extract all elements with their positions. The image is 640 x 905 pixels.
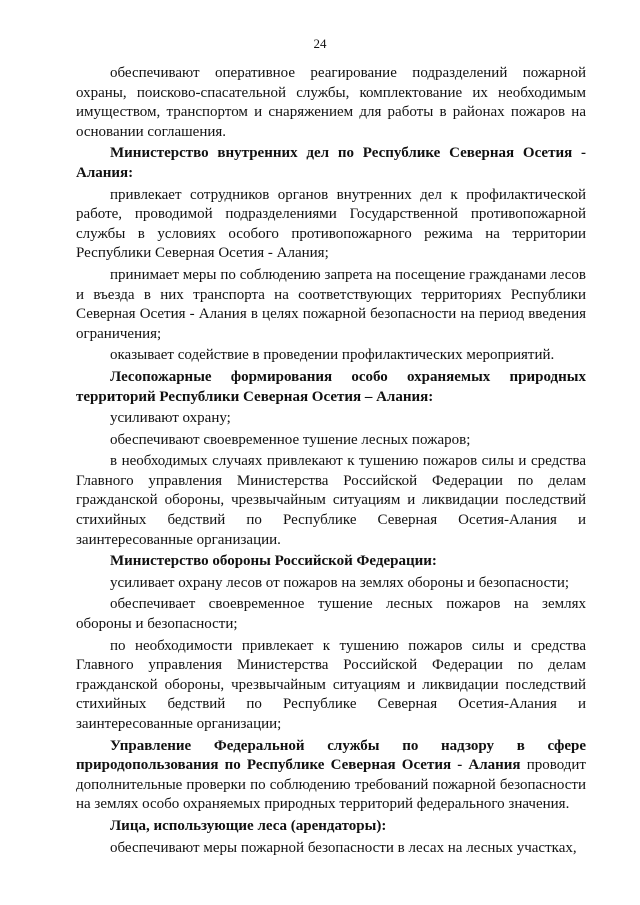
paragraph: усиливают охрану; bbox=[110, 410, 231, 427]
paragraph: привлекает сотрудников органов внутренних дел к профилактической работе, проводимой подразделениями Государственной противопожарной службы в условиях особого противопожарного режима на территории Республики Северная Осетия - Алания; bbox=[76, 186, 586, 262]
section-heading-rosprirodnadzor: Управление Федеральной службы по надзору в сфере природопользования по Республике Северная Осетия - Алания bbox=[76, 737, 586, 774]
paragraph: обеспечивают своевременное тушение лесных пожаров; bbox=[110, 431, 471, 448]
document-body bbox=[76, 64, 586, 858]
paragraph: принимает меры по соблюдению запрета на посещение гражданами лесов и въезда в них транспорта на соответствующих территориях Республики Северная Осетия - Алания в целях пожарной безопасности на период введения ограничения; bbox=[76, 266, 586, 342]
section-heading-mvd: Министерство внутренних дел по Республике Северная Осетия - Алания: bbox=[76, 145, 586, 181]
section-heading-forest-users: Лица, использующие леса (арендаторы): bbox=[110, 817, 387, 834]
page-number: 24 bbox=[313, 36, 327, 51]
paragraph-tail: проводит дополнительные проверки по соблюдению требований пожарной безопасности на землях особо охраняемых природных территорий федерального значения. bbox=[76, 757, 586, 813]
paragraph: усиливает охрану лесов от пожаров на землях обороны и безопасности; bbox=[110, 574, 570, 591]
paragraph: оказывает содействие в проведении профилактических мероприятий. bbox=[110, 347, 555, 364]
paragraph: в необходимых случаях привлекают к тушению пожаров силы и средства Главного управления Министерства Российской Федерации по делам гражданской обороны, чрезвычайным ситуациям и ликвидации последствий стихийных бедствий по Республике Северная Осетия-Алания и заинтересованные организации. bbox=[76, 453, 586, 548]
paragraph: обеспечивают оперативное реагирование подразделений пожарной охраны, поисково-спасательной службы, комплектование их необходимым имуществом, транспортом и снаряжением для работы в районах пожаров на основании соглашения. bbox=[76, 65, 586, 140]
section-heading-forest-fire-units: Лесопожарные формирования особо охраняемых природных территорий Республики Северная Осетия – Алания: bbox=[76, 368, 586, 405]
paragraph: обеспечивает своевременное тушение лесных пожаров на землях обороны и безопасности; bbox=[76, 596, 586, 633]
paragraph-mixed bbox=[76, 737, 586, 815]
paragraph: обеспечивают меры пожарной безопасности в лесах на лесных участках, bbox=[110, 839, 577, 856]
paragraph: по необходимости привлекает к тушению пожаров силы и средства Главного управления Министерства Российской Федерации по делам гражданской обороны, чрезвычайным ситуациям и ликвидации последствий стихийных бедствий по Республике Северная Осетия-Алания и заинтересованные организации; bbox=[76, 637, 586, 732]
section-heading-defense-ministry: Министерство обороны Российской Федерации: bbox=[110, 553, 437, 570]
